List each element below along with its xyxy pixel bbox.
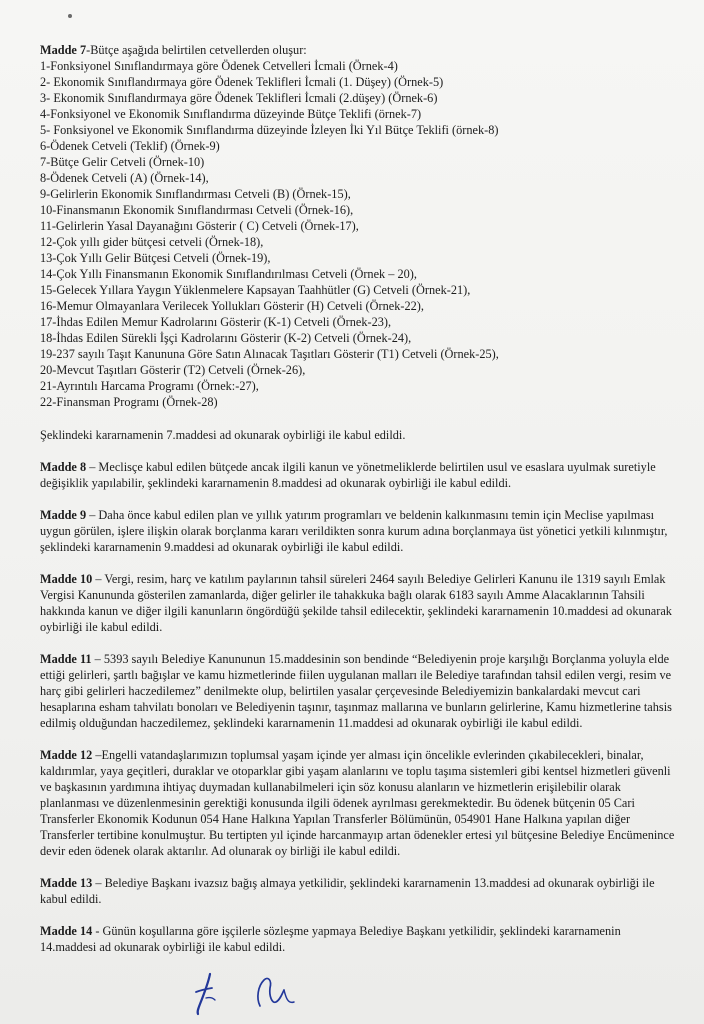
madde-13-paragraph — [40, 875, 680, 907]
madde-7-label: Madde 7 — [40, 43, 87, 57]
cetvel-list-item: 2- Ekonomik Sınıflandırmaya göre Ödenek Teklifleri İcmali (1. Düşey) (Örnek-5) — [40, 75, 444, 89]
cetvel-list-item: 18-İhdas Edilen Sürekli İşçi Kadrolarını Gösterir (K-2) Cetveli (Örnek-24), — [40, 331, 412, 345]
cetvel-list-item: 14-Çok Yıllı Finansmanın Ekonomik Sınıflandırılması Cetveli (Örnek – 20), — [40, 267, 417, 281]
madde-11-label: Madde 11 — [40, 652, 92, 666]
cetvel-list-item: 9-Gelirlerin Ekonomik Sınıflandırması Cetveli (B) (Örnek-15), — [40, 187, 351, 201]
madde-8-text: – Meclisçe kabul edilen bütçede ancak ilgili kanun ve yönetmeliklerde belirtilen usul ve esaslara uyulmak suretiyle değişiklik yapılabilir, şeklindeki kararnamenin 8.maddesi ad okunarak oybirliği ile kabul edildi. — [40, 460, 656, 490]
cetvel-list-item: 1-Fonksiyonel Sınıflandırmaya göre Ödenek Cetvelleri İcmali (Örnek-4) — [40, 59, 398, 73]
madde-10-paragraph — [40, 571, 680, 635]
cetvel-list-item: 7-Bütçe Gelir Cetveli (Örnek-10) — [40, 155, 205, 169]
cetvel-list-item: 17-İhdas Edilen Memur Kadrolarını Gösterir (K-1) Cetveli (Örnek-23), — [40, 315, 392, 329]
cetvel-list-item: 6-Ödenek Cetveli (Teklif) (Örnek-9) — [40, 139, 220, 153]
madde-12-label: Madde 12 — [40, 748, 93, 762]
ink-dot — [68, 14, 72, 18]
madde-11-paragraph — [40, 651, 680, 731]
cetvel-list-item: 3- Ekonomik Sınıflandırmaya göre Ödenek Teklifleri İcmali (2.düşey) (Örnek-6) — [40, 91, 438, 105]
madde-7-intro-text: -Bütçe aşağıda belirtilen cetvellerden oluşur: — [86, 43, 307, 57]
madde-13-text: – Belediye Başkanı ivazsız bağış almaya yetkilidir, şeklindeki kararnamenin 13.maddesi ad okunarak oybirliği ile kabul edildi. — [40, 876, 655, 906]
madde-14-paragraph — [40, 923, 680, 955]
madde-12-text: –Engelli vatandaşlarımızın toplumsal yaşam içinde yer alması için öncelikle evlerinden çıkabilecekleri, binalar, kaldırımlar, yaya geçitleri, duraklar ve otoparklar gibi yaşam alanlarını ve toplu taşıma sistemleri gibi kentsel hizmetleri güvenli ve başkasının yardımına ihtiyaç duymadan kullanabilmeleri için söz konusu alanların ve hizmetlerin erişilebilir olarak planlanması ve düzenlenmesinin gerektiği konusunda ilgili ödenek ayrılması gerekmektedir. Bu ödenek bütçenin 05 Cari Transferler Ekonomik Kodunun 054 Hane Halkına Yapılan Transferler Bölümünün, 054901 Hane Halkına yapılan diğer Transferler tertibine konulmuştur. Bu tertipten yıl içinde harcanmayıp artan ödenekler ertesi yıl bütçesine Belediye Encümenince devir eden ödenek olarak aktarılır. Ad olunarak oy birliği ile kabul edildi. — [40, 748, 675, 858]
madde-10-text: – Vergi, resim, harç ve katılım paylarının tahsil süreleri 2464 sayılı Belediye Gelirleri Kanunu ile 1319 sayılı Emlak Vergisi Kanununda gösterilen zamanlarda, diğer gelirler ile tahakkuka bağlı olarak 6183 sayılı Amme Alacaklarının Tahsili hakkında kanun ve diğer ilgili kanunların öngördüğü şekilde tahsil edilecektir, şeklindeki kararnamenin 10.maddesi ad okunarak oybirliği ile kabul edildi. — [40, 572, 672, 634]
cetvel-list-item: 22-Finansman Programı (Örnek-28) — [40, 395, 218, 409]
cetvel-list-item: 11-Gelirlerin Yasal Dayanağını Gösterir ( C) Cetveli (Örnek-17), — [40, 219, 359, 233]
cetvel-list-item: 16-Memur Olmayanlara Verilecek Yollukları Gösterir (H) Cetveli (Örnek-22), — [40, 299, 424, 313]
cetvel-list-item: 5- Fonksiyonel ve Ekonomik Sınıflandırma düzeyinde İzleyen İki Yıl Bütçe Teklifi (örnek-8) — [40, 123, 499, 137]
cetvel-list-item: 10-Finansmanın Ekonomik Sınıflandırması Cetveli (Örnek-16), — [40, 203, 354, 217]
madde-8-label: Madde 8 — [40, 460, 87, 474]
cetvel-list-item: 13-Çok Yıllı Gelir Bütçesi Cetveli (Örnek-19), — [40, 251, 271, 265]
madde-11-text: – 5393 sayılı Belediye Kanununun 15.maddesinin son bendinde “Belediyenin proje karşılığı Borçlanma yoluyla elde ettiği gelirleri, şartlı bağışlar ve kamu hizmetlerinde fiilen uygulanan malları ile Belediye tarafından tahsil edilen vergi, resim ve harç gibi gelirleri haczedilemez” denilmekte olup, belirtilen yasalar çerçevesinde Belediyemizin bankalardaki mevcut cari hesaplarına esham tahvilatı bonoları ve Belediyenin taşınır, taşınmaz mallarına ve bunların gelirlerine, Kamu hizmetlerine tahsis edilmiş olduğundan haczedilemez, şeklindeki kararnamenin 11.maddesi ad okunarak oybirliği ile kabul edildi. — [40, 652, 672, 730]
cetvel-list-item: 4-Fonksiyonel ve Ekonomik Sınıflandırma düzeyinde Bütçe Teklifi (örnek-7) — [40, 107, 422, 121]
madde-14-text: - Günün koşullarına göre işçilerle sözleşme yapmaya Belediye Başkanı yetkilidir, şeklindeki kararnamenin 14.maddesi ad okunarak oybirliği ile kabul edildi. — [40, 924, 621, 954]
handwritten-signatures — [188, 968, 338, 1018]
madde-8-paragraph — [40, 459, 680, 491]
madde-9-text: – Daha önce kabul edilen plan ve yıllık yatırım programları ve beldenin kalkınmasını temin için Meclise yapılması uygun görülen, işlere ilişkin olarak borçlanma kararı verildikten sonra kurum adına borçlanmaya üst yönetici yetkili kılınmıştır, şeklindeki kararnamenin 9.maddesi ad okunarak oybirliği ile kabul edildi. — [40, 508, 668, 554]
cetvel-list-item: 12-Çok yıllı gider bütçesi cetveli (Örnek-18), — [40, 235, 264, 249]
document-body — [40, 42, 680, 955]
cetvel-list-item: 21-Ayrıntılı Harcama Programı (Örnek:-27), — [40, 379, 259, 393]
madde-7-decision: Şeklindeki kararnamenin 7.maddesi ad okunarak oybirliği ile kabul edildi. — [40, 428, 406, 442]
cetvel-list-item: 8-Ödenek Cetveli (A) (Örnek-14), — [40, 171, 209, 185]
cetvel-list-item: 19-237 sayılı Taşıt Kanununa Göre Satın Alınacak Taşıtları Gösterir (T1) Cetveli (Örnek-25), — [40, 347, 499, 361]
madde-7-intro — [40, 42, 680, 58]
madde-9-label: Madde 9 — [40, 508, 87, 522]
cetvel-list-item: 20-Mevcut Taşıtları Gösterir (T2) Cetveli (Örnek-26), — [40, 363, 306, 377]
madde-10-label: Madde 10 — [40, 572, 93, 586]
madde-13-label: Madde 13 — [40, 876, 93, 890]
madde-12-paragraph — [40, 747, 680, 859]
madde-9-paragraph — [40, 507, 680, 555]
madde-14-label: Madde 14 — [40, 924, 93, 938]
cetvel-list — [40, 58, 680, 410]
cetvel-list-item: 15-Gelecek Yıllara Yaygın Yüklenmelere Kapsayan Taahhütler (G) Cetveli (Örnek-21), — [40, 283, 471, 297]
